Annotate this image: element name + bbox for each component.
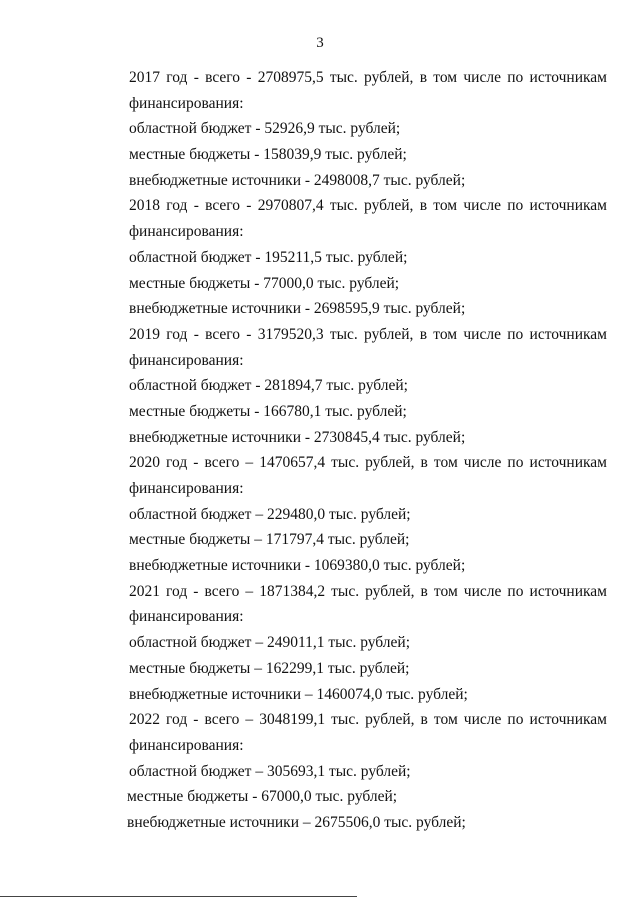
text-line: местные бюджеты - 166780,1 тыс. рублей;: [129, 402, 407, 420]
text-line: внебюджетные источники – 2675506,0 тыс. рублей;: [127, 813, 466, 831]
page-number: 3: [316, 35, 324, 51]
text-line: 2020 год - всего – 1470657,4 тыс. рублей, в том числе по источникам: [129, 454, 607, 472]
text-line: 2018 год - всего - 2970807,4 тыс. рублей, в том числе по источникам: [129, 197, 607, 215]
text-line: внебюджетные источники – 1460074,0 тыс. рублей;: [129, 685, 468, 703]
document-body: [129, 65, 607, 836]
text-line: местные бюджеты – 171797,4 тыс. рублей;: [129, 531, 410, 549]
text-line: местные бюджеты - 77000,0 тыс. рублей;: [129, 274, 400, 292]
text-line: финансирования:: [129, 223, 244, 241]
text-line: областной бюджет - 52926,9 тыс. рублей;: [129, 120, 401, 138]
text-line: финансирования:: [129, 736, 244, 754]
text-line: местные бюджеты – 162299,1 тыс. рублей;: [129, 659, 410, 677]
text-line: областной бюджет - 195211,5 тыс. рублей;: [129, 248, 408, 266]
text-line: областной бюджет – 249011,1 тыс. рублей;: [129, 634, 411, 652]
text-line: местные бюджеты - 67000,0 тыс. рублей;: [127, 788, 398, 806]
footer-divider: [0, 896, 357, 897]
text-line: 2022 год - всего – 3048199,1 тыс. рублей, в том числе по источникам: [129, 711, 607, 729]
text-line: областной бюджет – 229480,0 тыс. рублей;: [129, 505, 411, 523]
text-line: внебюджетные источники - 2498008,7 тыс. рублей;: [129, 171, 466, 189]
text-line: местные бюджеты - 158039,9 тыс. рублей;: [129, 146, 407, 164]
text-line: финансирования:: [129, 608, 244, 626]
text-line: областной бюджет – 305693,1 тыс. рублей;: [129, 762, 411, 780]
text-line: областной бюджет - 281894,7 тыс. рублей;: [129, 377, 408, 395]
text-line: внебюджетные источники - 1069380,0 тыс. рублей;: [129, 557, 466, 575]
text-line: 2017 год - всего - 2708975,5 тыс. рублей, в том числе по источникам: [129, 69, 607, 86]
text-line: 2021 год - всего – 1871384,2 тыс. рублей, в том числе по источникам: [129, 582, 607, 600]
text-line: внебюджетные источники - 2698595,9 тыс. рублей;: [129, 300, 466, 318]
text-line: финансирования:: [129, 94, 244, 112]
text-line: финансирования:: [129, 480, 244, 497]
text-line: 2019 год - всего - 3179520,3 тыс. рублей, в том числе по источникам: [129, 325, 607, 343]
text-line: финансирования:: [129, 351, 244, 369]
text-line: внебюджетные источники - 2730845,4 тыс. рублей;: [129, 428, 466, 446]
